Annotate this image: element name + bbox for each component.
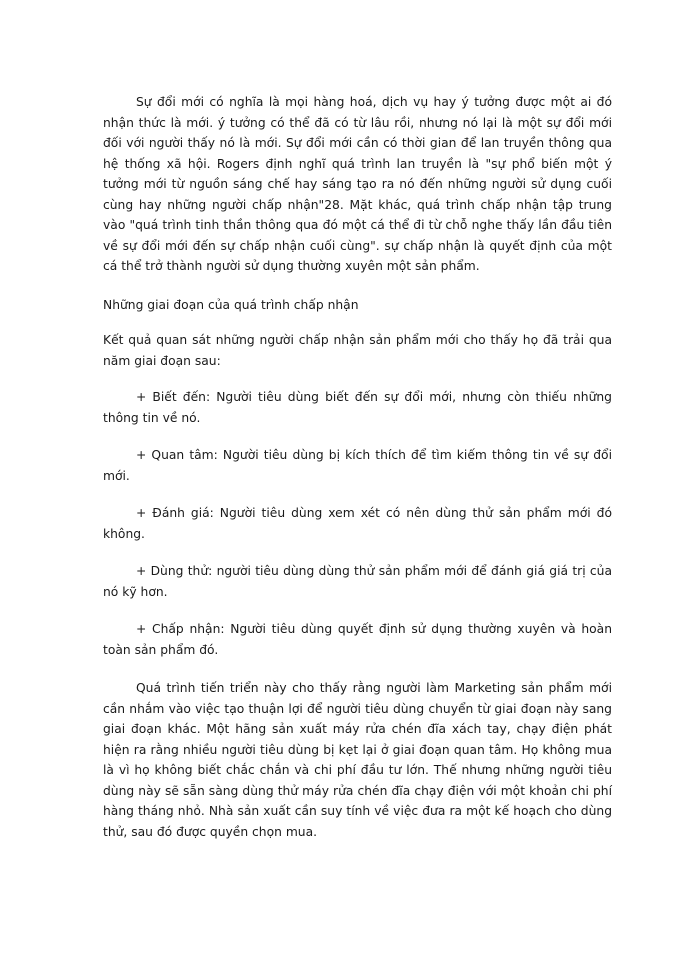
- stage-trial: + Dùng thử: người tiêu dùng dùng thử sản phẩm mới để đánh giá giá trị của nó kỹ hơn.: [103, 564, 612, 599]
- stage-interest: + Quan tâm: Người tiêu dùng bị kích thích để tìm kiếm thông tin về sự đổi mới.: [103, 448, 612, 483]
- paragraph-marketing-implication: Quá trình tiến triển này cho thấy rằng người làm Marketing sản phẩm mới cần nhắm vào việc tạo thuận lợi để người tiêu dùng chuyển từ giai đoạn này sang giai đoạn khác. Một hãng sản xuất máy rửa chén đĩa xách tay, chạy điện phát hiện ra rằng nhiều người tiêu dùng bị kẹt lại ở giai đoạn quan tâm. Họ không mua là vì họ không biết chắc chắn và chi phí đầu tư lớn. Thế nhưng những người tiêu dùng này sẽ sẵn sàng dùng thử máy rửa chén đĩa chạy điện với một khoản chi phí hàng tháng nhỏ. Nhà sản xuất cần suy tính về việc đưa ra một kế hoạch cho dùng thử, sau đó được quyền chọn mua.: [103, 681, 612, 839]
- stages-intro: Kết quả quan sát những người chấp nhận sản phẩm mới cho thấy họ đã trải qua năm giai đoạn sau:: [103, 333, 612, 368]
- document-body: [103, 92, 612, 842]
- section-heading-adoption-stages: Những giai đoạn của quá trình chấp nhận: [103, 297, 359, 312]
- paragraph-innovation-definition: Sự đổi mới có nghĩa là mọi hàng hoá, dịch vụ hay ý tưởng được một ai đó nhận thức là mới. ý tưởng có thể đã có từ lâu rồi, nhưng nó lại là một sự đổi mới đối với người thấy nó là mới. Sự đổi mới cần có thời gian để lan truyền thông qua hệ thống xã hội. Rogers định nghĩ quá trình lan truyền là "sự phổ biến một ý tưởng mới từ nguồn sáng chế hay sáng tạo ra nó đến những người sử dụng cuối cùng hay những người chấp nhận"28. Mặt khác, quá trình chấp nhận tập trung vào "quá trình tinh thần thông qua đó một cá thể đi từ chỗ nghe thấy lần đầu tiên về sự đổi mới đến sự chấp nhận cuối cùng". sự chấp nhận là quyết định của một cá thể trở thành người sử dụng thường xuyên một sản phẩm.: [103, 95, 612, 273]
- stage-awareness: + Biết đến: Người tiêu dùng biết đến sự đổi mới, nhưng còn thiếu những thông tin về nó.: [103, 390, 612, 425]
- stage-evaluation: + Đánh giá: Người tiêu dùng xem xét có nên dùng thử sản phẩm mới đó không.: [103, 506, 612, 541]
- stage-adoption: + Chấp nhận: Người tiêu dùng quyết định sử dụng thường xuyên và hoàn toàn sản phẩm đó.: [103, 622, 612, 657]
